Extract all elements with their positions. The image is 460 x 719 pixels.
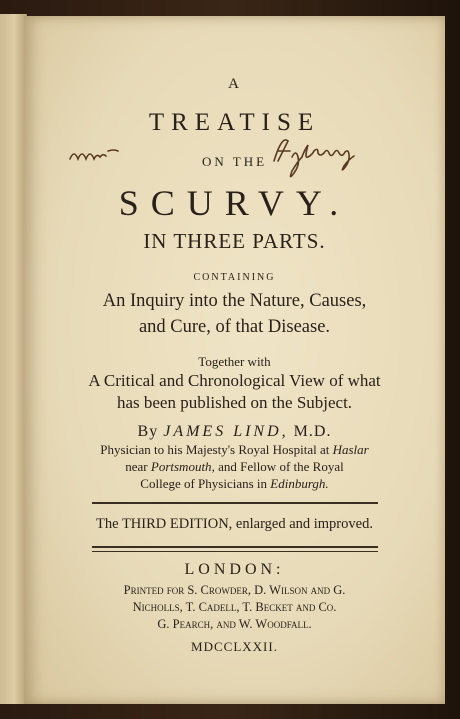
author-degree: M.D. xyxy=(293,423,332,440)
subtitle-line-1: An Inquiry into the Nature, Causes, xyxy=(102,291,367,311)
imprint-city: LONDON: xyxy=(184,561,285,578)
containing-label: CONTAINING xyxy=(193,272,276,283)
handwritten-signature xyxy=(64,131,384,191)
author-name: JAMES LIND, xyxy=(163,423,289,440)
critical-view-line-2: has been published on the Subject. xyxy=(116,393,353,412)
author-description-line-1: Physician to his Majesty's Royal Hospital at Haslar xyxy=(100,442,369,457)
imprint-printers-line-1: Printed for S. Crowder, D. Wilson and G. xyxy=(123,583,346,597)
place-edinburgh: Edinburgh. xyxy=(270,476,329,491)
author-line xyxy=(24,423,445,441)
title-parts: IN THREE PARTS. xyxy=(143,229,326,253)
imprint-printers-line-2: Nicholls, T. Cadell, T. Becket and Co. xyxy=(132,600,337,614)
rule-top xyxy=(92,502,378,504)
rule-double-top xyxy=(92,546,378,548)
rule-double-bottom xyxy=(92,551,378,552)
title-article: A xyxy=(228,76,241,92)
title-subject: SCURVY. xyxy=(118,183,351,223)
imprint-year: MDCCLXXII. xyxy=(191,639,278,654)
imprint-printers-line-3: G. Pearch, and W. Woodfall. xyxy=(157,617,312,631)
title-on-the: ON THE xyxy=(201,154,268,169)
book-spine xyxy=(0,14,27,704)
edition-statement: The THIRD EDITION, enlarged and improved. xyxy=(96,516,373,532)
place-portsmouth: Portsmouth xyxy=(150,459,212,474)
subtitle-line-2: and Cure, of that Disease. xyxy=(138,317,331,337)
together-with: Together with xyxy=(198,354,271,369)
title-page xyxy=(24,16,445,704)
place-haslar: Haslar xyxy=(332,442,369,457)
author-by: By xyxy=(137,423,159,440)
critical-view-line-1: A Critical and Chronological View of what xyxy=(88,371,381,390)
author-description-line-2: near Portsmouth, and Fellow of the Royal xyxy=(125,459,344,474)
author-description-line-3: College of Physicians in Edinburgh. xyxy=(140,476,329,491)
title-word: TREATISE xyxy=(148,109,321,136)
